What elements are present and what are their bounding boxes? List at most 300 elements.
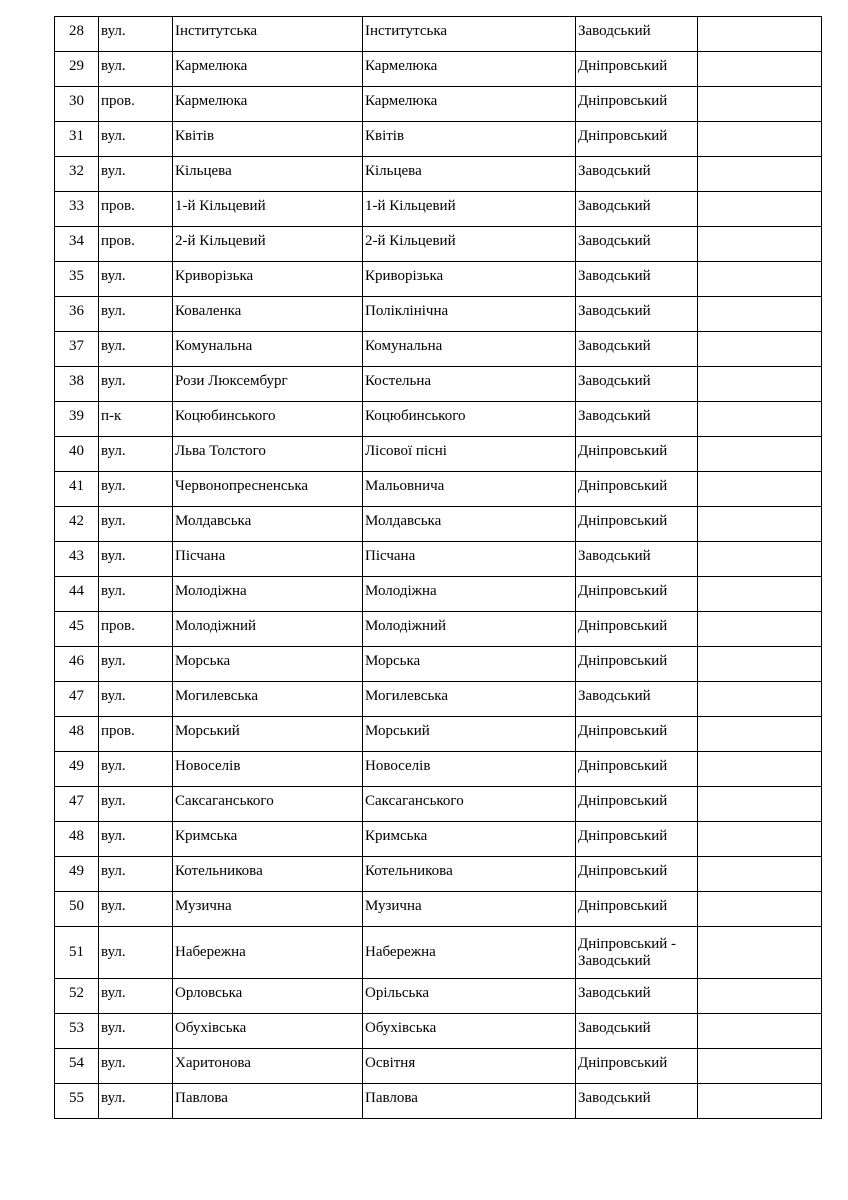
street-type: пров. xyxy=(101,618,135,634)
row-number-cell xyxy=(55,192,99,227)
note xyxy=(700,1084,819,1090)
row-number: 54 xyxy=(69,1055,84,1071)
row-number-cell xyxy=(55,717,99,752)
new-street-name: Пісчана xyxy=(365,548,416,564)
note-cell xyxy=(698,472,822,507)
row-number: 44 xyxy=(69,583,84,599)
new-street-name: Кармелюка xyxy=(365,58,438,74)
district-cell xyxy=(576,647,698,682)
street-type-cell xyxy=(99,1084,173,1119)
street-type-cell xyxy=(99,979,173,1014)
note xyxy=(700,472,819,478)
table-row xyxy=(55,332,822,367)
new-street-name: Кармелюка xyxy=(365,93,438,109)
table-row xyxy=(55,87,822,122)
street-type-cell xyxy=(99,157,173,192)
new-street-name: Кільцева xyxy=(365,163,422,179)
district-cell xyxy=(576,979,698,1014)
street-type-cell xyxy=(99,612,173,647)
note xyxy=(700,332,819,338)
district-cell xyxy=(576,52,698,87)
document-page xyxy=(54,16,822,1119)
note-cell xyxy=(698,1049,822,1084)
new-street-name: Поліклінічна xyxy=(365,303,449,319)
district-cell xyxy=(576,437,698,472)
row-number-cell xyxy=(55,577,99,612)
district: Дніпровський xyxy=(578,1055,668,1071)
row-number: 28 xyxy=(69,23,84,39)
district-cell xyxy=(576,17,698,52)
old-street-name-cell xyxy=(173,682,363,717)
row-number: 37 xyxy=(69,338,84,354)
street-type-cell xyxy=(99,682,173,717)
note xyxy=(700,752,819,758)
table-row xyxy=(55,717,822,752)
district-cell xyxy=(576,297,698,332)
table-body xyxy=(55,17,822,1119)
note-cell xyxy=(698,227,822,262)
note-cell xyxy=(698,122,822,157)
row-number-cell xyxy=(55,122,99,157)
district: Заводський xyxy=(578,233,651,249)
district: Заводський xyxy=(578,548,651,564)
old-street-name: 2-й Кільцевий xyxy=(175,233,266,249)
row-number-cell xyxy=(55,472,99,507)
new-street-name: Павлова xyxy=(365,1090,418,1106)
table-row xyxy=(55,192,822,227)
note-cell xyxy=(698,787,822,822)
note-cell xyxy=(698,1084,822,1119)
street-type: вул. xyxy=(101,338,126,354)
note xyxy=(700,1049,819,1055)
note xyxy=(700,227,819,233)
row-number-cell xyxy=(55,822,99,857)
row-number: 29 xyxy=(69,58,84,74)
row-number-cell xyxy=(55,402,99,437)
old-street-name-cell xyxy=(173,402,363,437)
row-number: 55 xyxy=(69,1090,84,1106)
street-type: вул. xyxy=(101,688,126,704)
district-cell xyxy=(576,227,698,262)
new-street-name-cell xyxy=(363,822,576,857)
street-type-cell xyxy=(99,332,173,367)
row-number-cell xyxy=(55,1084,99,1119)
table-row xyxy=(55,612,822,647)
street-type: вул. xyxy=(101,478,126,494)
note-cell xyxy=(698,87,822,122)
street-type: вул. xyxy=(101,443,126,459)
note-cell xyxy=(698,437,822,472)
row-number: 48 xyxy=(69,723,84,739)
district: Дніпровський xyxy=(578,618,668,634)
note xyxy=(700,717,819,723)
district-cell xyxy=(576,857,698,892)
district-cell xyxy=(576,122,698,157)
old-street-name: Обухівська xyxy=(175,1020,247,1036)
street-type: пров. xyxy=(101,723,135,739)
street-type: пров. xyxy=(101,93,135,109)
note-cell xyxy=(698,367,822,402)
new-street-name-cell xyxy=(363,227,576,262)
new-street-name: Орільська xyxy=(365,985,430,1001)
new-street-name-cell xyxy=(363,192,576,227)
street-type: вул. xyxy=(101,58,126,74)
note-cell xyxy=(698,752,822,787)
new-street-name: Морський xyxy=(365,723,430,739)
street-type-cell xyxy=(99,17,173,52)
note-cell xyxy=(698,682,822,717)
district-cell xyxy=(576,87,698,122)
street-type: вул. xyxy=(101,1055,126,1071)
new-street-name: Комунальна xyxy=(365,338,443,354)
row-number: 50 xyxy=(69,898,84,914)
old-street-name-cell xyxy=(173,647,363,682)
old-street-name-cell xyxy=(173,892,363,927)
old-street-name: Молодіжний xyxy=(175,618,257,634)
district: Заводський xyxy=(578,688,651,704)
old-street-name: Орловська xyxy=(175,985,243,1001)
district-cell xyxy=(576,542,698,577)
district-cell xyxy=(576,157,698,192)
row-number: 52 xyxy=(69,985,84,1001)
row-number-cell xyxy=(55,1049,99,1084)
old-street-name-cell xyxy=(173,332,363,367)
old-street-name: 1-й Кільцевий xyxy=(175,198,266,214)
new-street-name-cell xyxy=(363,17,576,52)
row-number-cell xyxy=(55,682,99,717)
old-street-name: Льва Толстого xyxy=(175,443,266,459)
district: Заводський xyxy=(578,338,651,354)
old-street-name-cell xyxy=(173,367,363,402)
district: Заводський xyxy=(578,1020,651,1036)
old-street-name: Котельникова xyxy=(175,863,263,879)
new-street-name-cell xyxy=(363,979,576,1014)
old-street-name: Інститутська xyxy=(175,23,258,39)
row-number: 51 xyxy=(69,944,84,960)
old-street-name-cell xyxy=(173,717,363,752)
note-cell xyxy=(698,979,822,1014)
new-street-name-cell xyxy=(363,297,576,332)
street-type-cell xyxy=(99,752,173,787)
row-number-cell xyxy=(55,157,99,192)
district: Заводський xyxy=(578,985,651,1001)
new-street-name: Котельникова xyxy=(365,863,453,879)
old-street-name: Набережна xyxy=(175,944,246,960)
table-row xyxy=(55,1014,822,1049)
new-street-name: Освітня xyxy=(365,1055,416,1071)
new-street-name-cell xyxy=(363,1084,576,1119)
table-row xyxy=(55,1084,822,1119)
new-street-name-cell xyxy=(363,857,576,892)
street-type: п-к xyxy=(101,408,122,424)
table-row xyxy=(55,472,822,507)
note xyxy=(700,52,819,58)
table-row xyxy=(55,822,822,857)
old-street-name: Коваленка xyxy=(175,303,242,319)
old-street-name-cell xyxy=(173,122,363,157)
note xyxy=(700,892,819,898)
row-number: 34 xyxy=(69,233,84,249)
district-cell xyxy=(576,367,698,402)
old-street-name: Кармелюка xyxy=(175,93,248,109)
table-row xyxy=(55,17,822,52)
row-number: 49 xyxy=(69,758,84,774)
new-street-name-cell xyxy=(363,682,576,717)
new-street-name: Молдавська xyxy=(365,513,442,529)
row-number: 47 xyxy=(69,688,84,704)
new-street-name-cell xyxy=(363,927,576,979)
old-street-name-cell xyxy=(173,437,363,472)
new-street-name-cell xyxy=(363,122,576,157)
district-cell xyxy=(576,1014,698,1049)
street-type: вул. xyxy=(101,268,126,284)
old-street-name-cell xyxy=(173,262,363,297)
new-street-name: Молодіжний xyxy=(365,618,447,634)
row-number: 42 xyxy=(69,513,84,529)
district: Дніпровський xyxy=(578,898,668,914)
note-cell xyxy=(698,332,822,367)
street-type-cell xyxy=(99,1049,173,1084)
district: Заводський xyxy=(578,23,651,39)
row-number-cell xyxy=(55,892,99,927)
district: Заводський xyxy=(578,373,651,389)
district-cell xyxy=(576,402,698,437)
street-type-cell xyxy=(99,297,173,332)
district: Дніпровський xyxy=(578,863,668,879)
street-type: вул. xyxy=(101,985,126,1001)
street-type-cell xyxy=(99,822,173,857)
district-cell xyxy=(576,262,698,297)
street-type-cell xyxy=(99,262,173,297)
district-cell xyxy=(576,1049,698,1084)
table-row xyxy=(55,262,822,297)
district: Дніпровський xyxy=(578,478,668,494)
new-street-name: Морська xyxy=(365,653,421,669)
note xyxy=(700,979,819,985)
street-type: вул. xyxy=(101,653,126,669)
new-street-name: Могилевська xyxy=(365,688,448,704)
district: Дніпровський - Заводський xyxy=(578,935,677,969)
street-type-cell xyxy=(99,892,173,927)
new-street-name: Саксаганського xyxy=(365,793,464,809)
street-type-cell xyxy=(99,857,173,892)
note xyxy=(700,192,819,198)
note xyxy=(700,297,819,303)
old-street-name-cell xyxy=(173,822,363,857)
old-street-name-cell xyxy=(173,927,363,979)
table-row xyxy=(55,787,822,822)
new-street-name-cell xyxy=(363,367,576,402)
district: Заводський xyxy=(578,408,651,424)
district: Дніпровський xyxy=(578,758,668,774)
row-number-cell xyxy=(55,227,99,262)
table-row xyxy=(55,577,822,612)
old-street-name-cell xyxy=(173,297,363,332)
street-type-cell xyxy=(99,192,173,227)
old-street-name: Кармелюка xyxy=(175,58,248,74)
note-cell xyxy=(698,647,822,682)
district-cell xyxy=(576,717,698,752)
district: Дніпровський xyxy=(578,828,668,844)
street-type-cell xyxy=(99,647,173,682)
row-number-cell xyxy=(55,332,99,367)
old-street-name-cell xyxy=(173,979,363,1014)
old-street-name: Саксаганського xyxy=(175,793,274,809)
old-street-name: Музична xyxy=(175,898,232,914)
table-row xyxy=(55,542,822,577)
table-row xyxy=(55,682,822,717)
row-number: 32 xyxy=(69,163,84,179)
district: Дніпровський xyxy=(578,653,668,669)
new-street-name: Набережна xyxy=(365,944,436,960)
new-street-name-cell xyxy=(363,647,576,682)
old-street-name: Морський xyxy=(175,723,240,739)
new-street-name: Новоселів xyxy=(365,758,431,774)
district-cell xyxy=(576,682,698,717)
note xyxy=(700,262,819,268)
old-street-name-cell xyxy=(173,577,363,612)
new-street-name-cell xyxy=(363,157,576,192)
note-cell xyxy=(698,542,822,577)
street-type-cell xyxy=(99,927,173,979)
note-cell xyxy=(698,402,822,437)
street-type: вул. xyxy=(101,793,126,809)
table-row xyxy=(55,857,822,892)
street-type-cell xyxy=(99,542,173,577)
old-street-name: Харитонова xyxy=(175,1055,251,1071)
district: Дніпровський xyxy=(578,723,668,739)
old-street-name-cell xyxy=(173,752,363,787)
district: Дніпровський xyxy=(578,583,668,599)
new-street-name-cell xyxy=(363,262,576,297)
street-type: вул. xyxy=(101,23,126,39)
street-renaming-table xyxy=(54,16,822,1119)
new-street-name-cell xyxy=(363,52,576,87)
street-type: вул. xyxy=(101,944,126,960)
new-street-name-cell xyxy=(363,402,576,437)
table-row xyxy=(55,52,822,87)
district: Дніпровський xyxy=(578,93,668,109)
table-row xyxy=(55,227,822,262)
note-cell xyxy=(698,1014,822,1049)
district: Дніпровський xyxy=(578,58,668,74)
note-cell xyxy=(698,857,822,892)
row-number: 30 xyxy=(69,93,84,109)
district-cell xyxy=(576,892,698,927)
district-cell xyxy=(576,1084,698,1119)
street-type-cell xyxy=(99,52,173,87)
note-cell xyxy=(698,17,822,52)
row-number: 38 xyxy=(69,373,84,389)
old-street-name-cell xyxy=(173,192,363,227)
row-number-cell xyxy=(55,647,99,682)
row-number-cell xyxy=(55,979,99,1014)
new-street-name-cell xyxy=(363,1049,576,1084)
table-row xyxy=(55,507,822,542)
table-row xyxy=(55,367,822,402)
row-number: 31 xyxy=(69,128,84,144)
street-type: вул. xyxy=(101,863,126,879)
note-cell xyxy=(698,822,822,857)
note xyxy=(700,542,819,548)
row-number: 39 xyxy=(69,408,84,424)
note xyxy=(700,87,819,93)
table-row xyxy=(55,752,822,787)
new-street-name-cell xyxy=(363,717,576,752)
old-street-name-cell xyxy=(173,542,363,577)
old-street-name-cell xyxy=(173,87,363,122)
district: Дніпровський xyxy=(578,513,668,529)
row-number: 41 xyxy=(69,478,84,494)
row-number: 36 xyxy=(69,303,84,319)
row-number: 33 xyxy=(69,198,84,214)
old-street-name: Павлова xyxy=(175,1090,228,1106)
old-street-name-cell xyxy=(173,507,363,542)
row-number-cell xyxy=(55,1014,99,1049)
note xyxy=(700,367,819,373)
old-street-name-cell xyxy=(173,1049,363,1084)
street-type-cell xyxy=(99,787,173,822)
street-type: вул. xyxy=(101,303,126,319)
row-number-cell xyxy=(55,857,99,892)
note xyxy=(700,507,819,513)
old-street-name-cell xyxy=(173,17,363,52)
note xyxy=(700,612,819,618)
district: Заводський xyxy=(578,198,651,214)
old-street-name: Червонопресненська xyxy=(175,478,309,494)
district-cell xyxy=(576,577,698,612)
new-street-name-cell xyxy=(363,892,576,927)
street-type-cell xyxy=(99,577,173,612)
street-type: вул. xyxy=(101,583,126,599)
note xyxy=(700,857,819,863)
row-number-cell xyxy=(55,87,99,122)
old-street-name-cell xyxy=(173,612,363,647)
table-row xyxy=(55,402,822,437)
table-row xyxy=(55,979,822,1014)
new-street-name-cell xyxy=(363,542,576,577)
note xyxy=(700,1014,819,1020)
new-street-name: Музична xyxy=(365,898,422,914)
table-row xyxy=(55,122,822,157)
street-type-cell xyxy=(99,472,173,507)
new-street-name: Кримська xyxy=(365,828,428,844)
row-number: 47 xyxy=(69,793,84,809)
row-number-cell xyxy=(55,787,99,822)
old-street-name-cell xyxy=(173,472,363,507)
new-street-name: Молодіжна xyxy=(365,583,437,599)
old-street-name: Могилевська xyxy=(175,688,258,704)
new-street-name-cell xyxy=(363,332,576,367)
district-cell xyxy=(576,507,698,542)
new-street-name: Коцюбинського xyxy=(365,408,466,424)
new-street-name: Костельна xyxy=(365,373,432,389)
new-street-name-cell xyxy=(363,1014,576,1049)
district-cell xyxy=(576,192,698,227)
district: Заводський xyxy=(578,1090,651,1106)
row-number-cell xyxy=(55,17,99,52)
row-number-cell xyxy=(55,297,99,332)
row-number: 53 xyxy=(69,1020,84,1036)
row-number: 48 xyxy=(69,828,84,844)
district: Заводський xyxy=(578,163,651,179)
old-street-name-cell xyxy=(173,52,363,87)
street-type: пров. xyxy=(101,198,135,214)
new-street-name-cell xyxy=(363,612,576,647)
note xyxy=(700,437,819,443)
note-cell xyxy=(698,52,822,87)
row-number-cell xyxy=(55,927,99,979)
